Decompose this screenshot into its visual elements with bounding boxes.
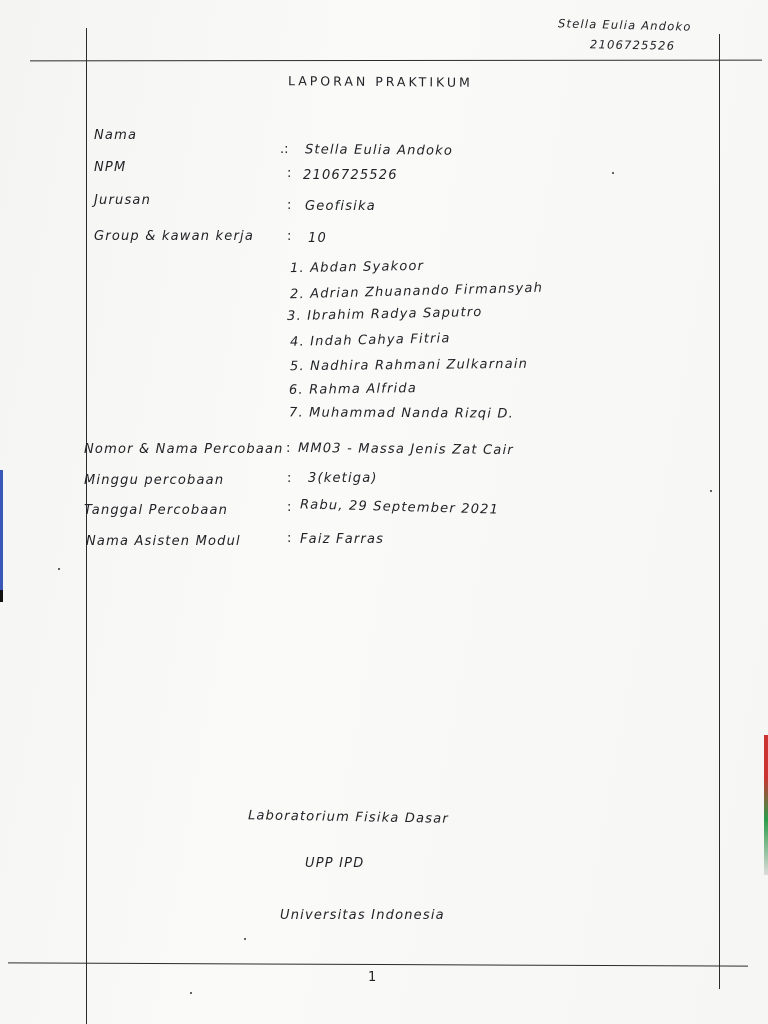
speck	[190, 992, 192, 994]
value-group: 10	[308, 231, 327, 246]
member-item: 4. Indah Cahya Fitria	[289, 331, 451, 350]
label-minggu: Minggu percobaan	[84, 473, 225, 488]
speck	[58, 568, 60, 570]
background-edge-blue	[0, 470, 3, 590]
header-name: Stella Eulia Andoko	[557, 16, 692, 34]
value-asisten: Faiz Farras	[300, 532, 385, 547]
value-minggu: 3(ketiga)	[308, 471, 378, 486]
footer-lab: Laboratorium Fisika Dasar	[247, 808, 450, 827]
member-item: 2. Adrian Zhuanando Firmansyah	[289, 280, 544, 303]
colon-minggu: :	[287, 471, 292, 486]
member-item: 5. Nadhira Rahmani Zulkarnain	[289, 356, 529, 375]
member-item: 3. Ibrahim Radya Saputro	[286, 304, 483, 325]
value-npm: 2106725526	[303, 168, 398, 183]
page-number: 1	[368, 970, 378, 985]
colon-group: :	[287, 229, 292, 244]
value-jurusan: Geofisika	[305, 199, 376, 214]
value-nomor: MM03 - Massa Jenis Zat Cair	[297, 440, 514, 459]
label-group: Group & kawan kerja	[94, 229, 254, 244]
colon-jurusan: :	[287, 198, 292, 213]
footer-univ: Universitas Indonesia	[280, 908, 445, 923]
colon-asisten: :	[287, 531, 292, 546]
speck	[710, 490, 712, 492]
left-margin-line	[86, 28, 87, 1024]
label-nama: Nama	[94, 128, 138, 143]
footer-unit: UPP IPD	[305, 856, 365, 871]
colon-tanggal: :	[287, 500, 292, 515]
header-npm: 2106725526	[589, 37, 676, 53]
member-item: 6. Rahma Alfrida	[288, 381, 418, 398]
label-tanggal: Tanggal Percobaan	[84, 503, 229, 518]
colon-nomor: :	[286, 441, 291, 456]
background-edge-dark	[0, 590, 3, 602]
label-npm: NPM	[94, 160, 127, 175]
label-asisten: Nama Asisten Modul	[86, 534, 241, 549]
label-nomor: Nomor & Nama Percobaan	[84, 442, 284, 457]
label-jurusan: Jurusan	[94, 193, 152, 208]
bottom-margin-line	[8, 962, 748, 967]
speck	[612, 172, 614, 174]
page-title: LAPORAN PRAKTIKUM	[287, 73, 473, 90]
right-margin-line	[719, 34, 720, 989]
top-margin-line	[30, 60, 762, 62]
value-nama: Stella Eulia Andoko	[304, 142, 454, 159]
value-tanggal: Rabu, 29 September 2021	[299, 497, 500, 518]
colon-npm: :	[287, 166, 292, 181]
background-edge-colored	[764, 735, 768, 875]
speck	[244, 938, 246, 940]
member-item: 1. Abdan Syakoor	[289, 258, 425, 277]
member-item: 7. Muhammad Nanda Rizqi D.	[288, 405, 515, 422]
colon-nama: .:	[280, 142, 289, 157]
